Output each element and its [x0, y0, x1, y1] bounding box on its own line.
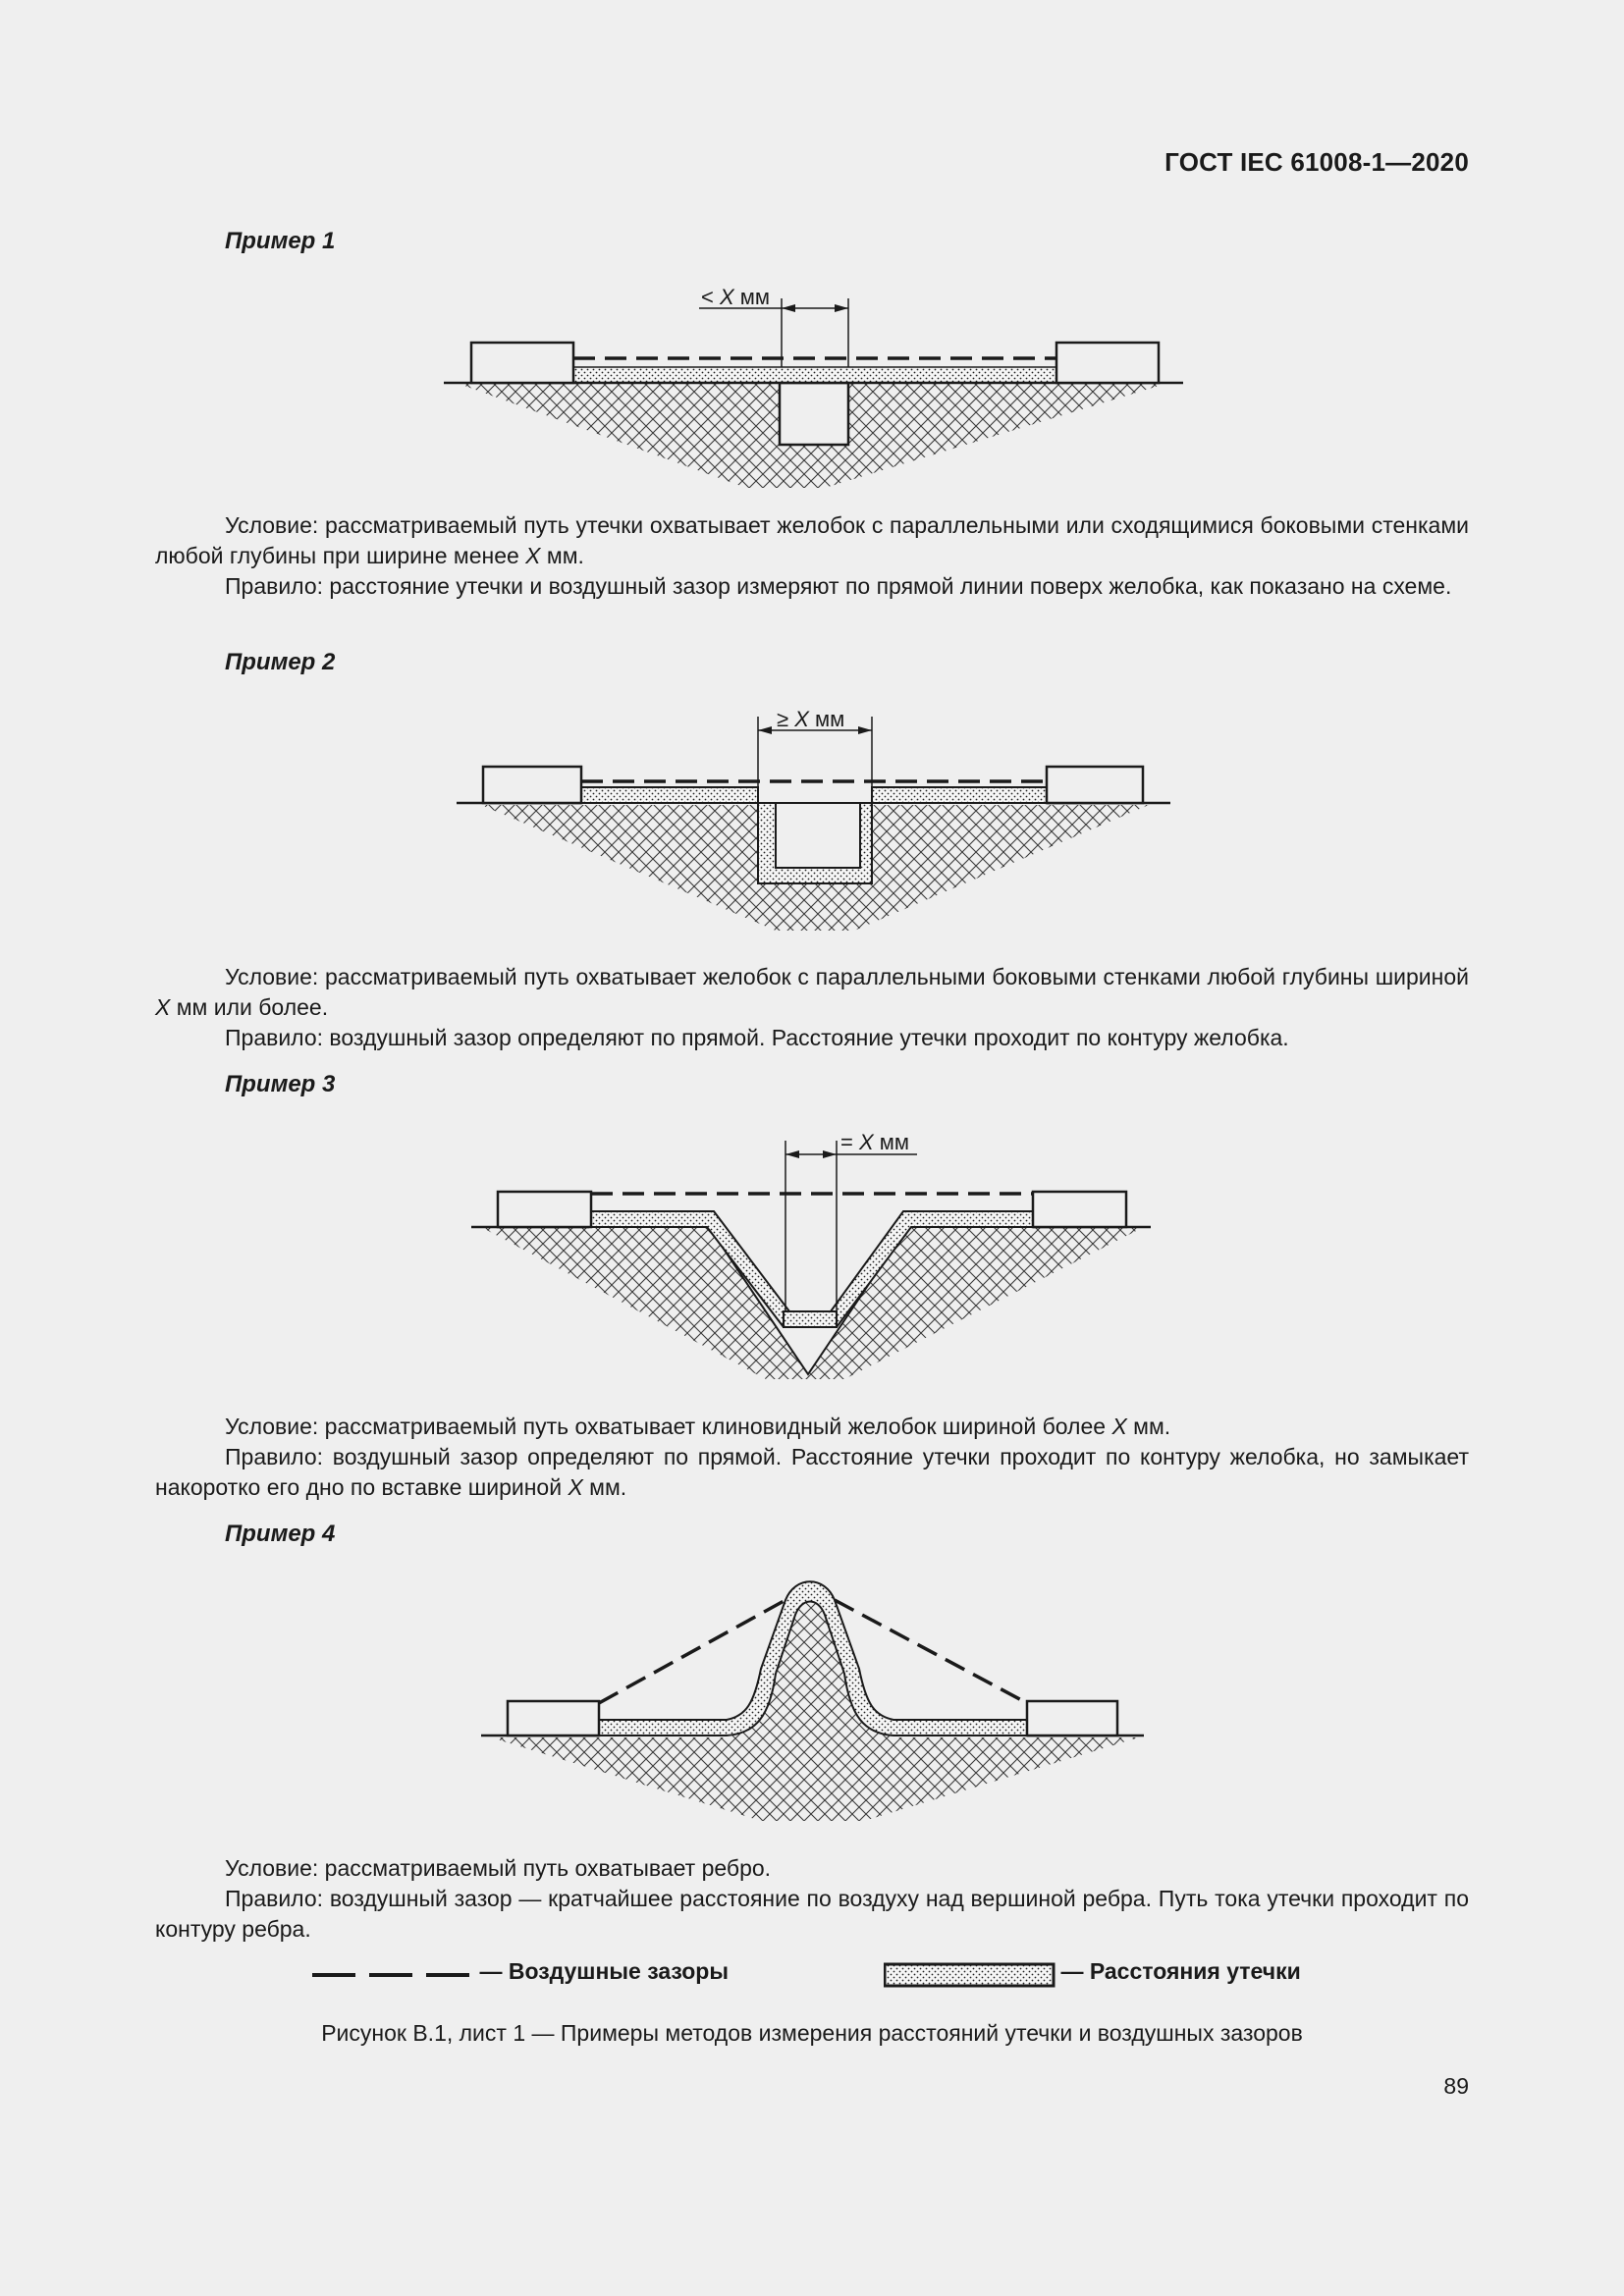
example-4-title: Пример 4 — [225, 1521, 336, 1547]
legend-air-gaps — [312, 1958, 729, 1985]
ground-hatch — [491, 1737, 1139, 1821]
example-3-condition: Условие: рассматриваемый путь охватывает клиновидный желобок шириной более X мм. — [225, 1414, 1171, 1439]
example-1-rule: Правило: расстояние утечки и воздушный зазор измеряют по прямой линии поверх желобка, как показано на схеме. — [225, 573, 1452, 599]
document-id: ГОСТ IEC 61008-1—2020 — [1164, 147, 1469, 177]
example-3-rule: Правило: воздушный зазор определяют по прямой. Расстояние утечки проходит по контуру желобка, но замыкает накоротко его дно по вставке шириной X мм. — [155, 1444, 1469, 1500]
page-number: 89 — [1443, 2073, 1469, 2099]
example-2-title: Пример 2 — [225, 649, 336, 675]
example-1-title: Пример 1 — [225, 228, 336, 254]
legend-creepage-label: — Расстояния утечки — [1060, 1958, 1301, 1984]
legend-air-gaps-label: — Воздушные зазоры — [479, 1958, 729, 1984]
dimension-label: = X мм — [840, 1130, 910, 1154]
example-4-condition: Условие: рассматриваемый путь охватывает ребро. — [225, 1855, 772, 1881]
example-2-rule: Правило: воздушный зазор определяют по прямой. Расстояние утечки проходит по контуру желобка. — [225, 1025, 1289, 1050]
dotted-band-symbol — [884, 1961, 1056, 1989]
dimension-label: ≥ X мм — [777, 707, 845, 731]
figure-caption: Рисунок В.1, лист 1 — Примеры методов измерения расстояний утечки и воздушных зазоров — [321, 2020, 1303, 2046]
legend-creepage — [884, 1958, 1301, 1989]
example-2-condition: Условие: рассматриваемый путь охватывает желобок с параллельными боковыми стенками любой глубины шириной X мм или более. — [155, 964, 1469, 1020]
example-4-text — [155, 1853, 1469, 1945]
example-4-rule: Правило: воздушный зазор — кратчайшее расстояние по воздуху над вершиной ребра. Путь тока утечки проходит по контуру ребра. — [155, 1886, 1469, 1942]
left-conductor — [508, 1701, 599, 1735]
dashed-line-symbol — [312, 1965, 475, 1985]
dimension-label: < X мм — [701, 285, 771, 309]
example-3-title: Пример 3 — [225, 1071, 336, 1097]
example-1-condition: Условие: рассматриваемый путь утечки охватывает желобок с параллельными или сходящимися боковыми стенками любой глубины при ширине менее X мм. — [155, 512, 1469, 568]
right-conductor — [1027, 1701, 1117, 1735]
